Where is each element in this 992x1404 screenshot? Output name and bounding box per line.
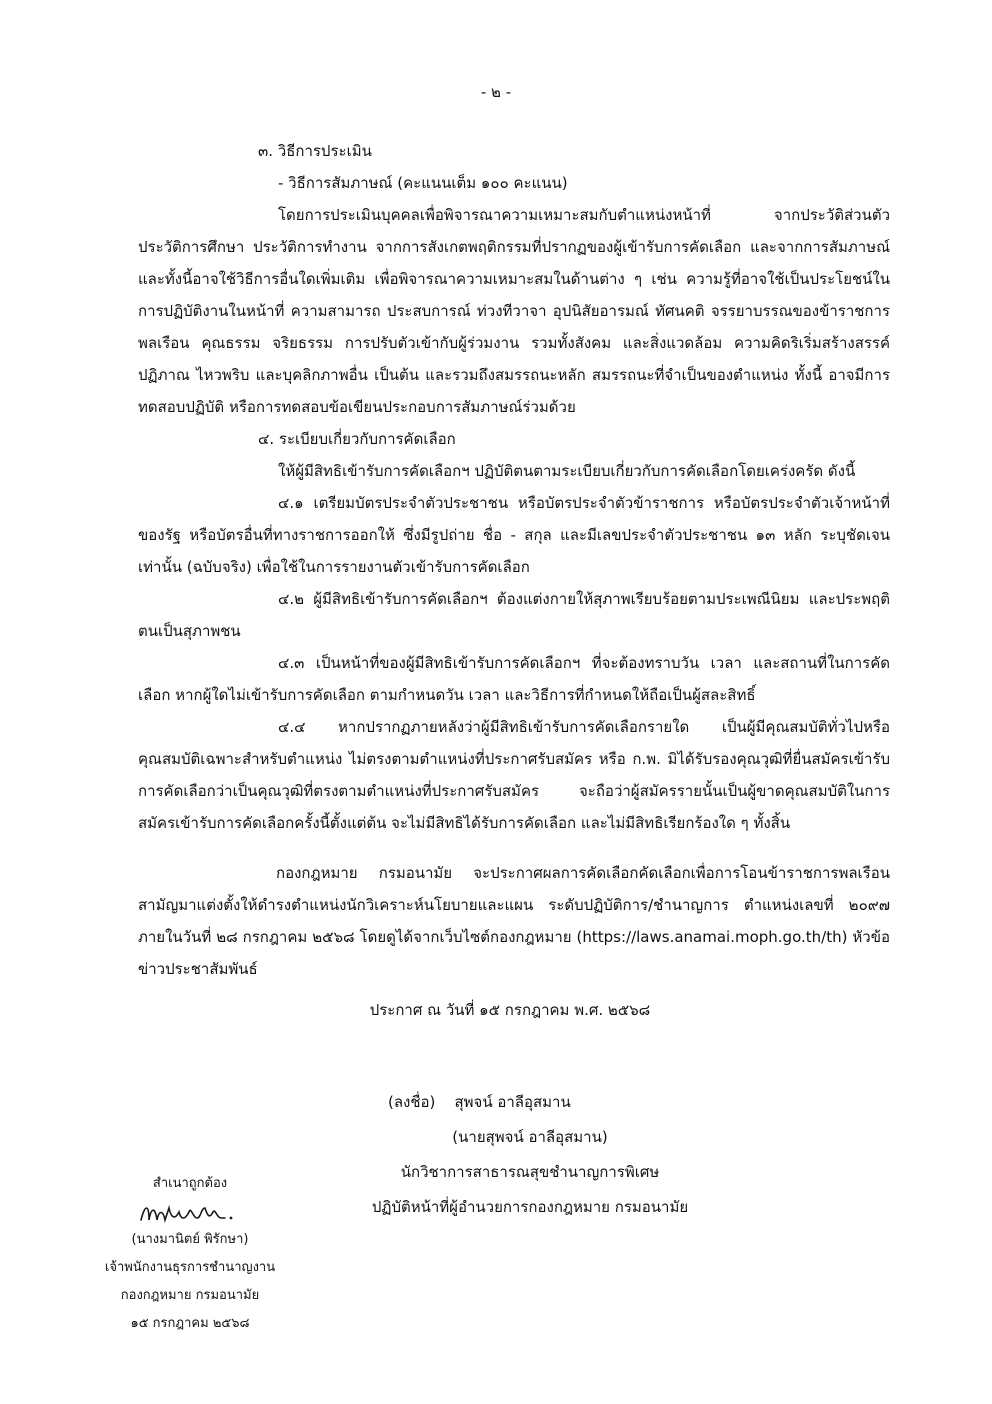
signer-signature-name: สุพจน์ อาลีอุสมาน: [454, 1093, 571, 1111]
section-4-title: ๔. ระเบียบเกี่ยวกับการคัดเลือก: [258, 430, 456, 448]
section-4-1: ๔.๑ เตรียมบัตรประจำตัวประชาชน หรือบัตรประจำตัวข้าราชการ หรือบัตรประจำตัวเจ้าหน้าที่ของรัฐ หรือบัตรอื่นที่ทางราชการออกให้ ซึ่งมีรูปถ่าย ชื่อ - สกุล และมีเลขประจำตัวประชาชน ๑๓ หลัก ระบุชัดเจนเท่านั้น (ฉบับจริง) เพื่อใช้ในการรายงานตัวเข้ารับการคัดเลือก: [138, 494, 890, 576]
signature-line: [330, 1085, 730, 1120]
section-3-body: โดยการประเมินบุคคลเพื่อพิจารณาความเหมาะสมกับตำแหน่งหน้าที่ จากประวัติส่วนตัว ประวัติการศึกษา ประวัติการทำงาน จากการสังเกตพฤติกรรมที่ปรากฏของผู้เข้ารับการคัดเลือก และจากการสัมภาษณ์และทั้งนี้อาจใช้วิธีการอื่นใดเพิ่มเติม เพื่อพิจารณาความเหมาะสมในด้านต่าง ๆ เช่น ความรู้ที่อาจใช้เป็นประโยชน์ในการปฏิบัติงานในหน้าที่ ความสามารถ ประสบการณ์ ท่วงทีวาจา อุปนิสัยอารมณ์ ทัศนคติ จรรยาบรรณของข้าราชการพลเรือน คุณธรรม จริยธรรม การปรับตัวเข้ากับผู้ร่วมงาน รวมทั้งสังคม และสิ่งแวดล้อม ความคิดริเริ่มสร้างสรรค์ ปฏิภาณ ไหวพริบ และบุคลิกภาพอื่น เป็นต้น และรวมถึงสมรรถนะหลัก สมรรถนะที่จำเป็นของตำแหน่ง ทั้งนี้ อาจมีการทดสอบปฏิบัติ หรือการทดสอบข้อเขียนประกอบการสัมภาษณ์ร่วมด้วย: [138, 206, 890, 416]
sign-label: (ลงชื่อ): [388, 1093, 436, 1111]
certified-copy-position: เจ้าพนักงานธุรการชำนาญงาน: [104, 1260, 276, 1275]
announcement-date: ประกาศ ณ วันที่ ๑๕ กรกฎาคม พ.ศ. ๒๕๖๘: [369, 1001, 651, 1019]
handwritten-signature: [135, 1200, 245, 1226]
signer-position: นักวิชาการสาธารณสุขชำนาญการพิเศษ: [400, 1163, 660, 1181]
certified-copy-date: ๑๕ กรกฎาคม ๒๕๖๘: [130, 1316, 250, 1331]
announcement-paragraph: กองกฎหมาย กรมอนามัย จะประกาศผลการคัดเลือกคัดเลือกเพื่อการโอนข้าราชการพลเรือนสามัญมาแต่งตั้งให้ดำรงตำแหน่งนักวิเคราะห์นโยบายและแผน ระดับปฏิบัติการ/ชำนาญการ ตำแหน่งเลขที่ ๒๐๙๗ ภายในวันที่ ๒๘ กรกฎาคม ๒๕๖๘ โดยดูได้จากเว็บไซต์กองกฎหมาย (https://laws.anamai.moph.go.th/th) หัวข้อข่าวประชาสัมพันธ์: [138, 864, 890, 978]
section-4-intro: ให้ผู้มีสิทธิเข้ารับการคัดเลือกฯ ปฏิบัติตนตามระเบียบเกี่ยวกับการคัดเลือกโดยเคร่งครัด ดังนี้: [278, 462, 856, 480]
signer-acting-position: ปฏิบัติหน้าที่ผู้อำนวยการกองกฎหมาย กรมอนามัย: [371, 1198, 689, 1216]
certified-copy-block: [80, 1170, 300, 1338]
certified-copy-label: สำเนาถูกต้อง: [152, 1176, 228, 1191]
section-3-method: - วิธีการสัมภาษณ์ (คะแนนเต็ม ๑๐๐ คะแนน): [278, 174, 568, 192]
signer-full-name: (นายสุพจน์ อาลีอุสมาน): [452, 1128, 608, 1146]
section-3-title: ๓. วิธีการประเมิน: [258, 142, 372, 160]
section-4-2: ๔.๒ ผู้มีสิทธิเข้ารับการคัดเลือกฯ ต้องแต่งกายให้สุภาพเรียบร้อยตามประเพณีนิยม และประพฤติตนเป็นสุภาพชน: [138, 590, 890, 640]
certified-copy-name: (นางมานิตย์ พิรักษา): [131, 1232, 249, 1247]
document-body: [138, 135, 890, 985]
certified-copy-office: กองกฎหมาย กรมอนามัย: [120, 1288, 260, 1303]
page-number: - ๒ -: [480, 83, 512, 101]
section-4-3: ๔.๓ เป็นหน้าที่ของผู้มีสิทธิเข้ารับการคัดเลือกฯ ที่จะต้องทราบวัน เวลา และสถานที่ในการคัดเลือก หากผู้ใดไม่เข้ารับการคัดเลือก ตามกำหนดวัน เวลา และวิธีการที่กำหนดให้ถือเป็นผู้สละสิทธิ์: [138, 654, 890, 704]
section-4-4: ๔.๔ หากปรากฏภายหลังว่าผู้มีสิทธิเข้ารับการคัดเลือกรายใด เป็นผู้มีคุณสมบัติทั่วไปหรือคุณสมบัติเฉพาะสำหรับตำแหน่ง ไม่ตรงตามตำแหน่งที่ประกาศรับสมัคร หรือ ก.พ. มิได้รับรองคุณวุฒิที่ยื่นสมัครเข้ารับการคัดเลือกว่าเป็นคุณวุฒิที่ตรงตามตำแหน่งที่ประกาศรับสมัคร จะถือว่าผู้สมัครรายนั้นเป็นผู้ขาดคุณสมบัติในการสมัครเข้ารับการคัดเลือกครั้งนี้ตั้งแต่ต้น จะไม่มีสิทธิได้รับการคัดเลือก และไม่มีสิทธิเรียกร้องใด ๆ ทั้งสิ้น: [138, 718, 890, 832]
signer-block: [330, 1085, 730, 1225]
